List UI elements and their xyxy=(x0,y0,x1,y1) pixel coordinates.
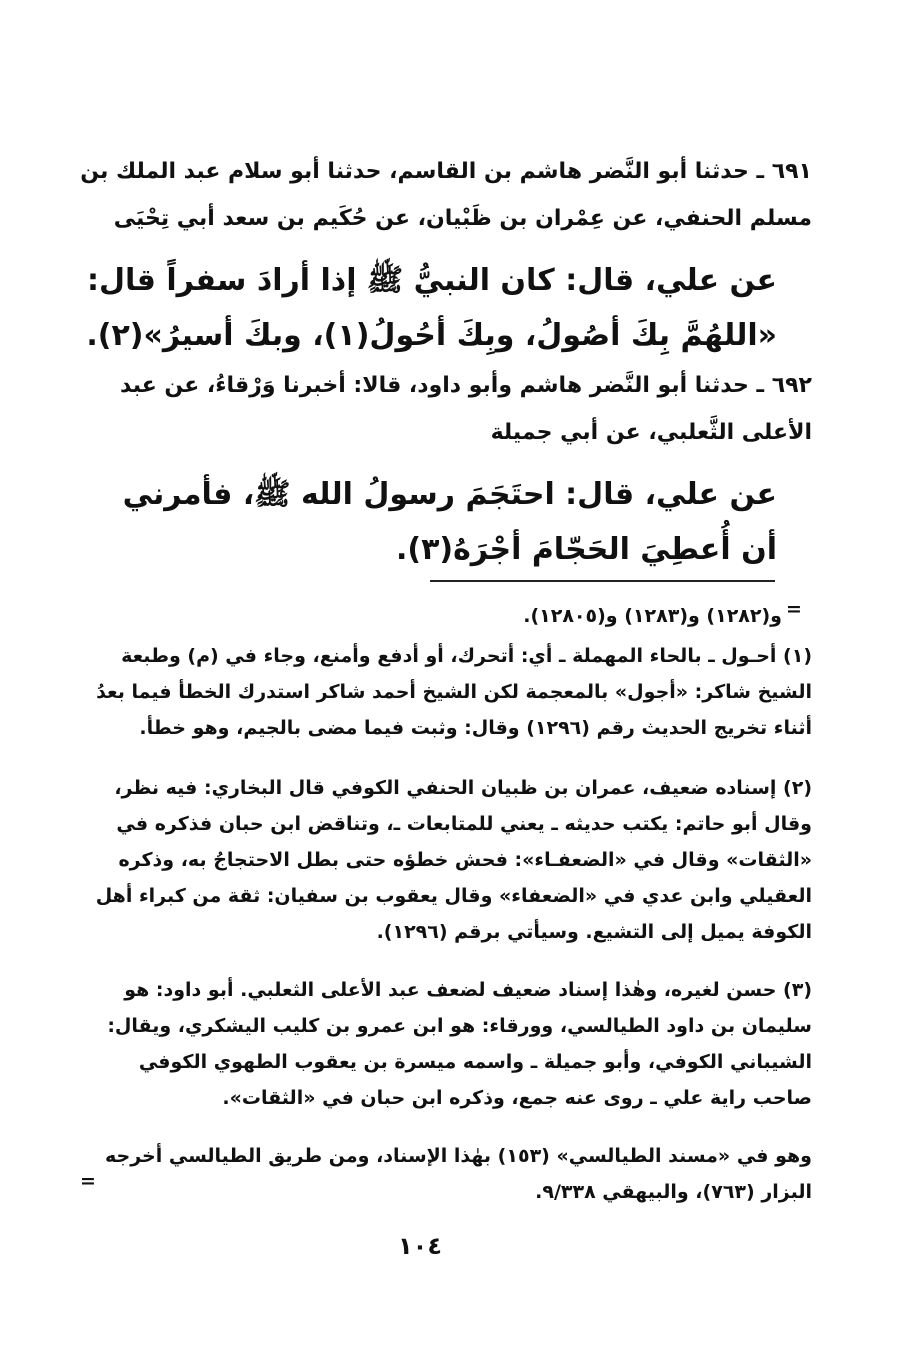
hadith-691-matn: عن علي، قال: كان النبيُّ ﷺ إذا أرادَ سفراً قال: «اللهُمَّ بِكَ أصُولُ، وبِكَ أحُولُ(١)، وبكَ أسيرُ»(٢). xyxy=(86,263,777,353)
continues-mark: = xyxy=(80,1170,96,1192)
hadith-691-isnad: ٦٩١ ـ حدثنا أبو النَّضر هاشم بن القاسم، حدثنا أبو سلام عبد الملك بن مسلم الحنفي، عن عِمْران بن ظَبْيان، عن حُكَيم بن سعد أبي تِحْيَى xyxy=(80,159,812,231)
footnote-separator xyxy=(430,580,775,582)
hadith-692-matn: عن علي، قال: احتَجَمَ رسولُ الله ﷺ، فأمرني أن أُعطِيَ الحَجّامَ أجْرَهُ(٣). xyxy=(122,477,777,567)
footnote-3: (٣) حسن لغيره، وهٰذا إسناد ضعيف لضعف عبد الأعلى الثعلبي. أبو داود: هو سليمان بن داود الطيالسي، وورقاء: هو ابن عمرو بن كليب اليشكري، ويقال: الشيباني الكوفي، وأبو جميلة ـ واسمه ميسرة بن يعقوب الطهوي الكوفي صاحب راية علي ـ روى عنه جمع، وذكره ابن حبان في «الثقات». xyxy=(107,979,812,1109)
page-number: ١٠٤ xyxy=(398,1232,442,1260)
continuation-mark: = xyxy=(786,598,802,620)
footnote-continued: و(١٢٨٢) و(١٢٨٣) و(١٢٨٠٥). xyxy=(523,605,782,627)
hadith-692-isnad: ٦٩٢ ـ حدثنا أبو النَّضر هاشم وأبو داود، قالا: أخبرنا وَرْقاءُ، عن عبد الأعلى الثَّعلبي، عن أبي جميلة xyxy=(120,373,812,445)
footnote-2: (٢) إسناده ضعيف، عمران بن ظبيان الحنفي الكوفي قال البخاري: فيه نظر، وقال أبو حاتم: يكتب حديثه ـ يعني للمتابعات ـ، وتناقض ابن حبان فذكره في «الثقات» وقال في «الضعفـاء»: فحش خطؤه حتى بطل الاحتجاجُ به، وذكره العقيلي وابن عدي في «الضعفاء» وقال يعقوب بن سفيان: ثقة من كبراء أهل الكوفة يميل إلى التشيع. وسيأتي برقم (١٢٩٦). xyxy=(95,777,812,943)
footnote-3-continuation: وهو في «مسند الطيالسي» (١٥٣) بهٰذا الإسناد، ومن طريق الطيالسي أخرجه البزار (٧٦٣)، والبيهقي ٩/٣٣٨. xyxy=(105,1145,812,1203)
footnote-1: (١) أحـول ـ بالحاء المهملة ـ أي: أتحرك، أو أدفع وأمنع، وجاء في (م) وطبعة الشيخ شاكر: «أجول» بالمعجمة لكن الشيخ أحمد شاكر استدرك الخطأ فيما بعدُ أثناء تخريج الحديث رقم (١٢٩٦) وقال: وثبت فيما مضى بالجيم، وهو خطأ. xyxy=(96,645,812,739)
